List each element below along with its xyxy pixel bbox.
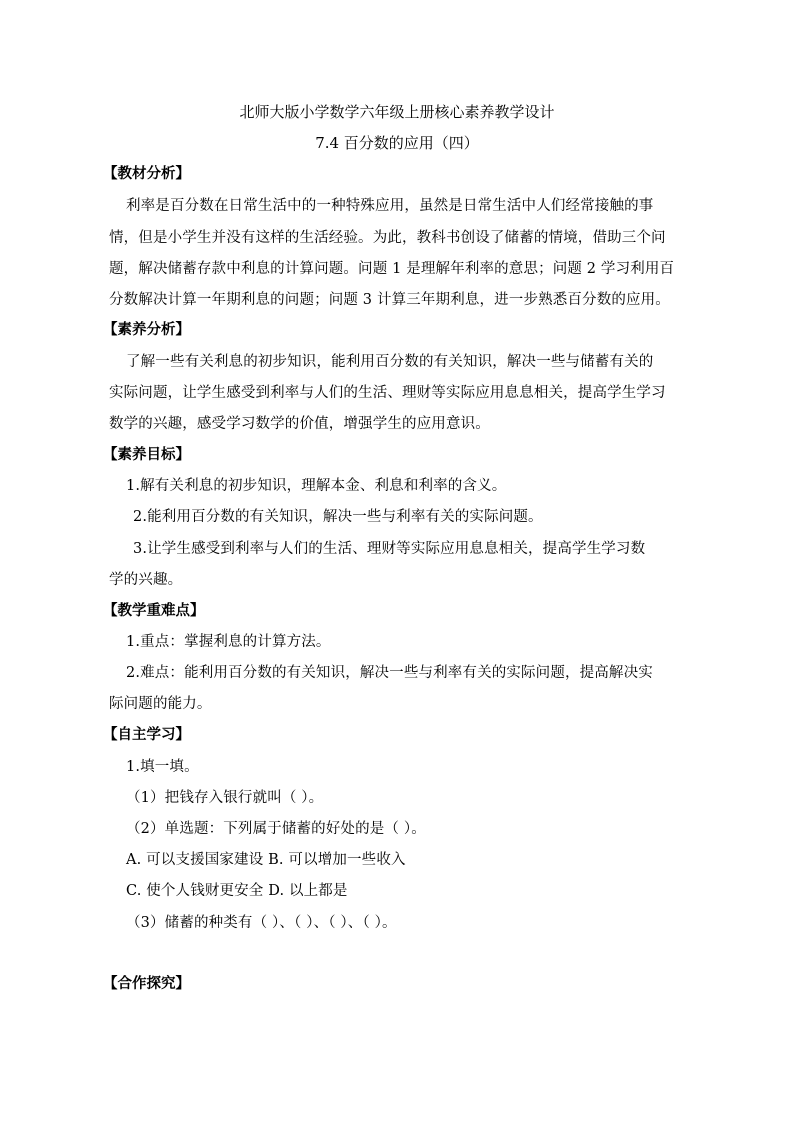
key-point-item: 1.重点：掌握利息的计算方法。 — [126, 634, 331, 650]
paragraph-line: 情，但是小学生并没有这样的生活经验。为此，教科书创设了储蓄的情境，借助三个问 — [109, 230, 666, 246]
goal-item: 1.解有关利息的初步知识，理解本金、利息和利率的含义。 — [126, 478, 507, 494]
paragraph-line: 利率是百分数在日常生活中的一种特殊应用，虽然是日常生活中人们经常接触的事 — [126, 198, 654, 214]
document-title: 北师大版小学数学六年级上册核心素养教学设计 — [239, 103, 555, 121]
choice-options-row: A. 可以支援国家建设 B. 可以增加一些收入 — [126, 852, 406, 868]
section-heading-literacy-analysis: 【素养分析】 — [103, 321, 190, 338]
key-point-item: 2.难点：能利用百分数的有关知识，解决一些与利率有关的实际问题，提高解决实 — [126, 665, 653, 681]
paragraph-line: 分数解决计算一年期利息的问题；问题 3 计算三年期利息，进一步熟悉百分数的应用。 — [109, 292, 670, 308]
goal-item: 3.让学生感受到利率与人们的生活、理财等实际应用息息相关，提高学生学习数 — [133, 541, 646, 557]
paragraph-line: 了解一些有关利息的初步知识，能利用百分数的有关知识，解决一些与储蓄有关的 — [126, 354, 654, 370]
goal-item: 2.能利用百分数的有关知识，解决一些与利率有关的实际问题。 — [133, 509, 543, 525]
section-heading-cooperative-exploration: 【合作探究】 — [103, 975, 190, 992]
paragraph-line: 题，解决储蓄存款中利息的计算问题。问题 1 是理解年利率的意思；问题 2 学习利用百 — [109, 261, 675, 277]
paragraph-line: 数学的兴趣，感受学习数学的价值，增强学生的应用意识。 — [109, 416, 490, 432]
section-heading-literacy-goals: 【素养目标】 — [103, 446, 190, 463]
section-heading-key-difficult-points: 【教学重难点】 — [103, 602, 205, 619]
paragraph-line: 实际问题，让学生感受到利率与人们的生活、理财等实际应用息息相关，提高学生学习 — [109, 385, 666, 401]
document-subtitle: 7.4 百分数的应用（四） — [315, 134, 479, 152]
section-heading-textbook-analysis: 【教材分析】 — [103, 165, 190, 182]
exercise-item: 1.填一填。 — [126, 759, 199, 775]
exercise-item: （3）储蓄的种类有（ ）、（ ）、（ ）、（ ）。 — [126, 915, 397, 931]
section-heading-self-study: 【自主学习】 — [103, 726, 190, 743]
exercise-item: （2）单选题：下列属于储蓄的好处的是（ ）。 — [126, 821, 426, 837]
exercise-item: （1）把钱存入银行就叫（ ）。 — [126, 790, 324, 806]
key-point-item-continuation: 际问题的能力。 — [109, 696, 212, 712]
goal-item-continuation: 学的兴趣。 — [109, 572, 183, 588]
choice-options-row: C. 使个人钱财更安全 D. 以上都是 — [126, 883, 348, 899]
